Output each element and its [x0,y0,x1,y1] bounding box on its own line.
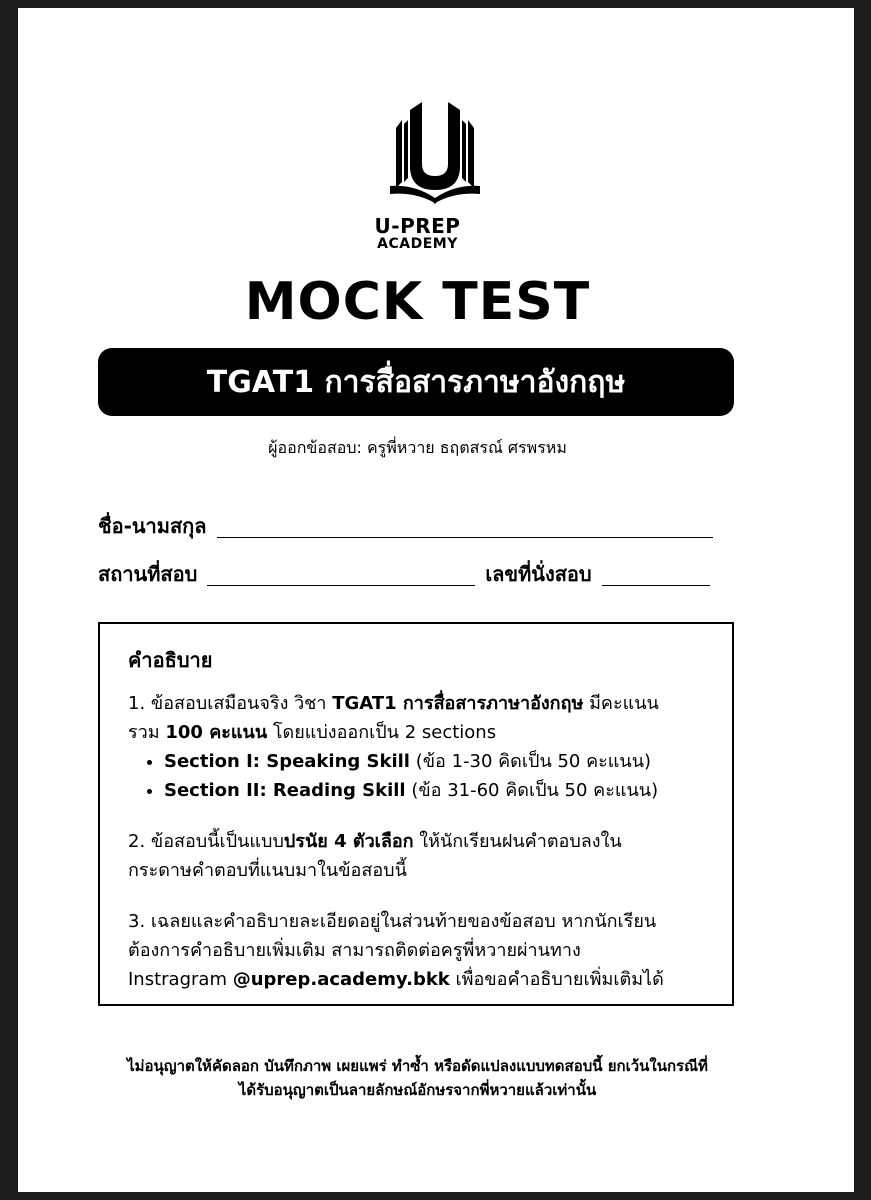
list-item [164,776,706,805]
section-detail: (ข้อ 1-30 คิดเป็น 50 คะแนน) [409,751,652,772]
section-name: Section II: Reading Skill [164,780,406,801]
section-name: Section I: Speaking Skill [164,751,410,772]
instruction-item-2 [128,827,706,885]
instruction-1-score: 100 คะแนน [165,722,268,743]
section-list [128,747,706,805]
copyright-line-1: ไม่อนุญาตให้คัดลอก บันทึกภาพ เผยแพร่ ทำซ้ำ หรือดัดแปลงแบบทดสอบนี้ ยกเว้นในกรณีที่ [127,1057,708,1075]
author-line: ผู้ออกข้อสอบ: ครูพี่หวาย ธฤตสรณ์ ศรพรหม [268,438,567,457]
instruction-2-text: ให้นักเรียนฝนคำตอบลงใน [413,831,622,852]
copyright-line-2: ได้รับอนุญาตเป็นลายลักษณ์อักษรจากพี่หวายแล้วเท่านั้น [238,1081,597,1099]
name-label: ชื่อ-นามสกุล [98,514,207,538]
instruction-1-text: โดยแบ่งออกเป็น 2 sections [267,722,497,743]
instruction-item-3 [128,907,706,994]
instruction-2-text: 2. ข้อสอบนี้เป็นแบบ [128,831,284,852]
venue-label: สถานที่สอบ [98,562,198,586]
instruction-item-1 [128,689,706,805]
instructions-heading: คำอธิบาย [128,648,213,672]
instruction-3-text: เพื่อขอคำอธิบายเพิ่มเติมได้ [449,969,664,990]
brand-subtitle: ACADEMY [377,236,458,252]
venue-blank-line[interactable] [207,565,475,586]
instagram-handle: @uprep.academy.bkk [232,969,450,990]
instruction-1-text: รวม [128,722,166,743]
instruction-3-text: ต้องการคำอธิบายเพิ่มเติม สามารถติดต่อครูพี่หวายผ่านทาง [128,940,581,961]
instruction-2-format: ปรนัย 4 ตัวเลือก [283,831,414,852]
instruction-3-text: Instragram [128,969,233,990]
instruction-2-text: กระดาษคำตอบที่แนบมาในข้อสอบนี้ [128,860,407,881]
subject-title: TGAT1 การสื่อสารภาษาอังกฤษ [206,364,626,400]
instruction-1-subject: TGAT1 การสื่อสารภาษาอังกฤษ [332,693,584,714]
name-blank-line[interactable] [217,517,713,538]
list-item [164,747,706,776]
instructions-box [98,622,734,1006]
seat-blank-line[interactable] [602,565,710,586]
instruction-1-text: มีคะแนน [583,693,659,714]
instruction-3-text: 3. เฉลยและคำอธิบายละเอียดอยู่ในส่วนท้ายของข้อสอบ หากนักเรียน [128,911,657,932]
seat-label: เลขที่นั่งสอบ [485,562,592,586]
copyright-notice [0,1054,853,1102]
subject-banner [98,348,734,416]
venue-seat-row [98,558,710,590]
instruction-1-text: 1. ข้อสอบเสมือนจริง วิชา [128,693,333,714]
name-field-row [98,510,723,542]
book-u-logo-icon [388,102,482,204]
page-title: MOCK TEST [244,272,591,332]
section-detail: (ข้อ 31-60 คิดเป็น 50 คะแนน) [405,780,659,801]
brand-name: U-PREP [374,214,461,238]
